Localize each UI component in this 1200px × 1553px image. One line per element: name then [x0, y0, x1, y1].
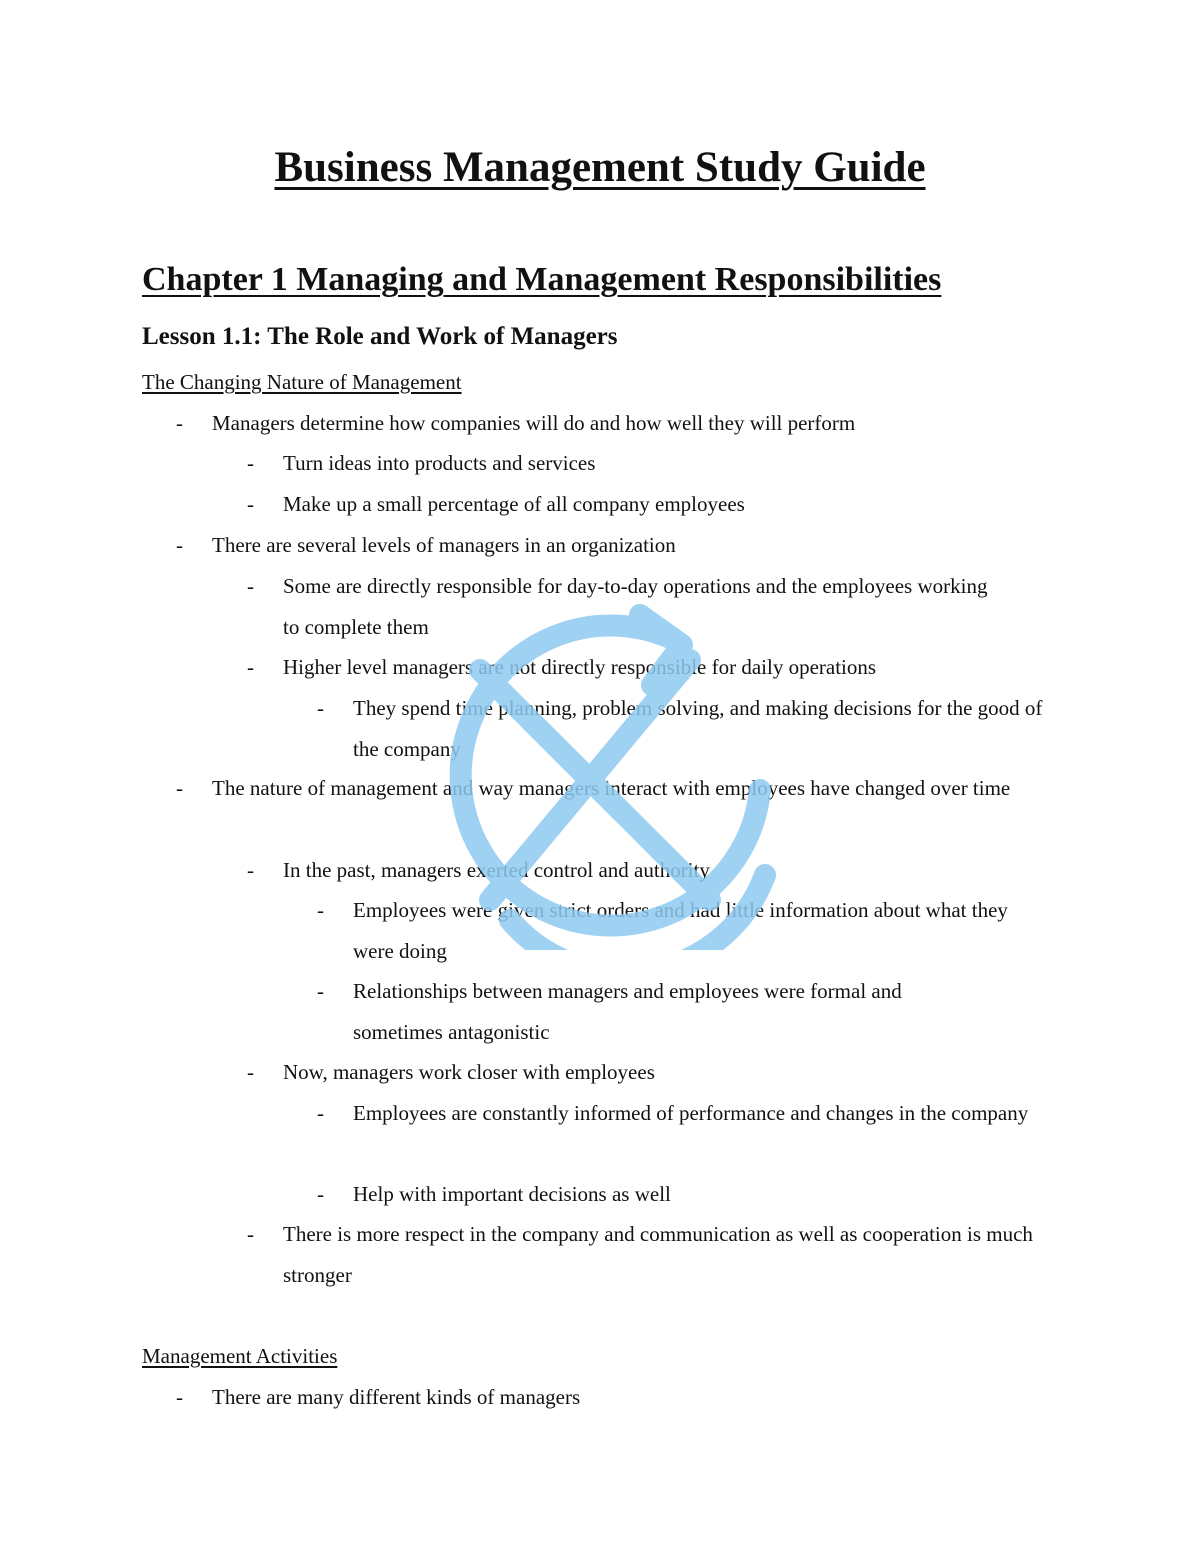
lesson-heading: Lesson 1.1: The Role and Work of Managers	[142, 323, 618, 350]
list-item-text: Some are directly responsible for day-to-day operations and the employees working to complete them	[283, 574, 988, 639]
bullet-dash: -	[176, 411, 183, 435]
list-item	[176, 403, 1072, 444]
section-heading-changing-nature: The Changing Nature of Management	[142, 370, 462, 394]
list-item	[247, 1052, 1063, 1093]
bullet-dash: -	[317, 1182, 324, 1206]
list-item	[247, 566, 1003, 648]
list-item-text: The nature of management and way managers interact with employees have changed over time	[212, 776, 1011, 800]
list-item-text: Higher level managers are not directly responsible for daily operations	[283, 655, 877, 679]
list-item-text: Employees are constantly informed of performance and changes in the company	[353, 1101, 1029, 1125]
bullet-dash: -	[176, 1385, 183, 1409]
bullet-dash: -	[176, 533, 183, 557]
bullet-dash: -	[247, 492, 254, 516]
list-item	[176, 525, 1072, 566]
list-item	[317, 971, 993, 1053]
bullet-dash: -	[247, 1222, 254, 1246]
list-item-text: In the past, managers exerted control and authority	[283, 858, 710, 882]
bullet-dash: -	[317, 898, 324, 922]
bullet-dash: -	[247, 451, 254, 475]
bullet-dash: -	[317, 696, 324, 720]
bullet-dash: -	[247, 858, 254, 882]
list-item-text: Relationships between managers and employees were formal and sometimes antagonistic	[353, 979, 902, 1044]
bullet-dash: -	[247, 1060, 254, 1084]
list-item-text: Make up a small percentage of all company employees	[283, 492, 745, 516]
list-item	[176, 768, 1077, 809]
list-item	[247, 647, 1063, 688]
section-heading-management-activities: Management Activities	[142, 1344, 338, 1368]
list-item	[247, 850, 1063, 891]
list-item	[317, 688, 1053, 770]
list-item	[317, 1174, 1063, 1215]
bullet-dash: -	[317, 979, 324, 1003]
list-item-text: There is more respect in the company and communication as well as cooperation is much stronger	[283, 1222, 1033, 1287]
list-item	[176, 1377, 1072, 1418]
list-item-text: Help with important decisions as well	[353, 1182, 671, 1206]
document-title: Business Management Study Guide	[274, 144, 926, 191]
list-item-text: Managers determine how companies will do and how well they will perform	[212, 411, 856, 435]
bullet-dash: -	[247, 574, 254, 598]
list-item-text: They spend time planning, problem solving, and making decisions for the good of the company	[353, 696, 1043, 761]
list-item-text: There are many different kinds of managers	[212, 1385, 581, 1409]
list-item	[247, 484, 1063, 525]
chapter-heading: Chapter 1 Managing and Management Responsibilities	[142, 261, 942, 298]
list-item-text: Now, managers work closer with employees	[283, 1060, 655, 1084]
list-item-text: There are several levels of managers in an organization	[212, 533, 676, 557]
bullet-dash: -	[247, 655, 254, 679]
list-item	[247, 443, 1063, 484]
list-item	[317, 1093, 1043, 1134]
bullet-dash: -	[317, 1101, 324, 1125]
list-item	[247, 1214, 1053, 1296]
list-item-text: Employees were given strict orders and had little information about what they were doing	[353, 898, 1008, 963]
bullet-dash: -	[176, 776, 183, 800]
list-item-text: Turn ideas into products and services	[283, 451, 596, 475]
list-item	[317, 890, 1053, 972]
